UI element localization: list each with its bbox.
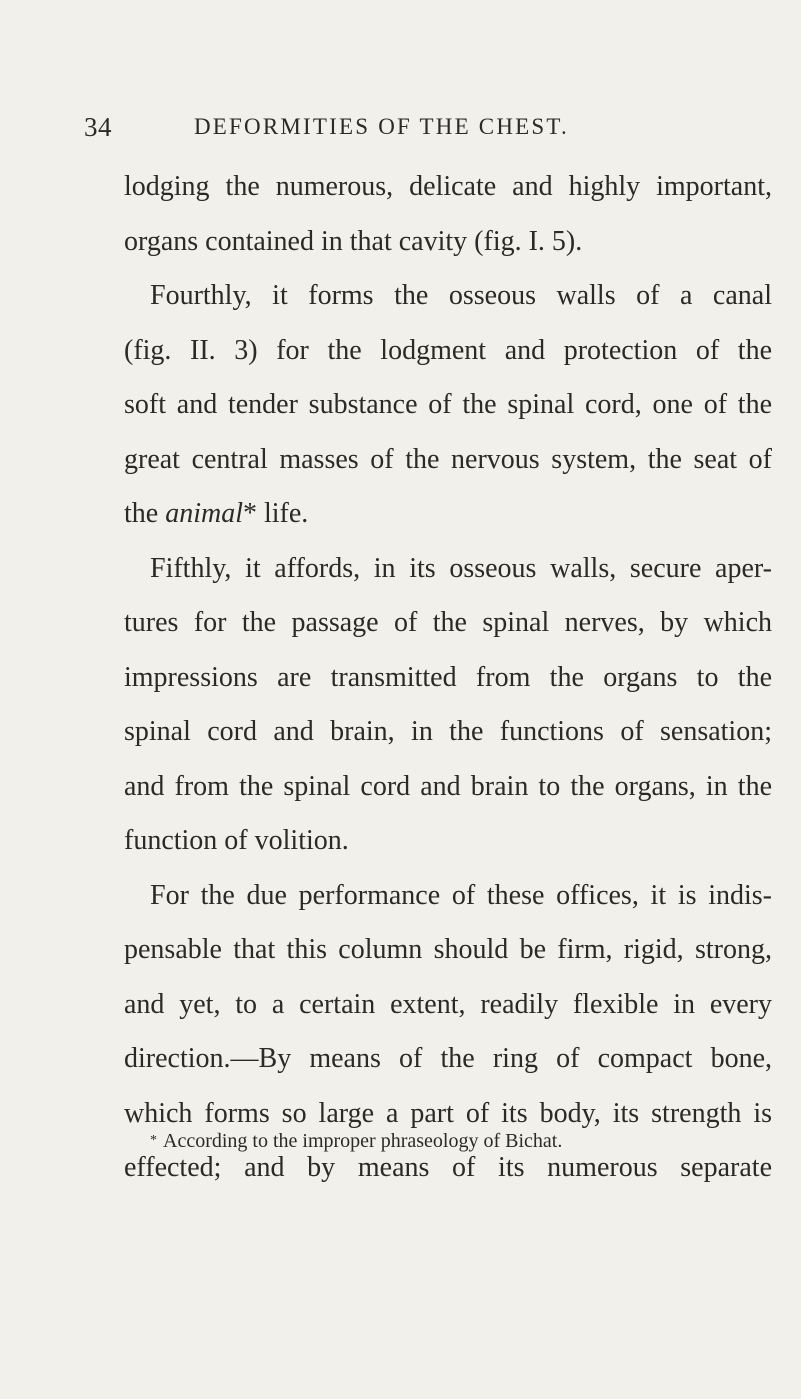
text-line: function of volition.: [124, 825, 349, 856]
text-line: tures for the passage of the spinal nerves, by which: [124, 607, 772, 638]
text-line: Fifthly, it affords, in its osseous walls, secure aper-: [150, 552, 772, 584]
footnote: [150, 1128, 710, 1154]
footnote-text: According to the improper phraseology of Bichat.: [163, 1130, 563, 1152]
animal-emphasis: animal: [165, 498, 243, 529]
body-text: [124, 160, 772, 1196]
footnote-marker: *: [150, 1133, 157, 1148]
running-head: [84, 112, 764, 142]
text-line: direction.—By means of the ring of compact bone,: [124, 1043, 772, 1074]
animal-line-before: the: [124, 498, 166, 529]
footnote-reference: *: [243, 498, 257, 529]
text-line: and yet, to a certain extent, readily flexible in every: [124, 988, 772, 1020]
page-number: 34: [84, 112, 112, 142]
text-line: organs contained in that cavity (fig. I. 5).: [124, 225, 583, 257]
text-line-animal-life: [124, 487, 772, 542]
text-line: which forms so large a part of its body, its strength is: [124, 1097, 772, 1129]
text-line: great central masses of the nervous system, the seat of: [124, 443, 772, 475]
text-line: spinal cord and brain, in the functions of sensation;: [124, 716, 772, 747]
animal-line-after: life.: [257, 498, 309, 529]
text-line: For the due performance of these offices, it is indis-: [150, 879, 772, 911]
text-line: lodging the numerous, delicate and highly important,: [124, 171, 772, 202]
text-line: and from the spinal cord and brain to the organs, in the: [124, 770, 772, 802]
running-title: DEFORMITIES OF THE CHEST.: [194, 114, 569, 139]
text-line: pensable that this column should be firm, rigid, strong,: [124, 934, 772, 965]
text-line: effected; and by means of its numerous separate: [124, 1152, 772, 1183]
text-line: impressions are transmitted from the organs to the: [124, 661, 772, 693]
text-line: soft and tender substance of the spinal cord, one of the: [124, 389, 772, 420]
text-line: Fourthly, it forms the osseous walls of a canal: [150, 280, 772, 311]
text-line: (fig. II. 3) for the lodgment and protection of the: [124, 334, 772, 366]
